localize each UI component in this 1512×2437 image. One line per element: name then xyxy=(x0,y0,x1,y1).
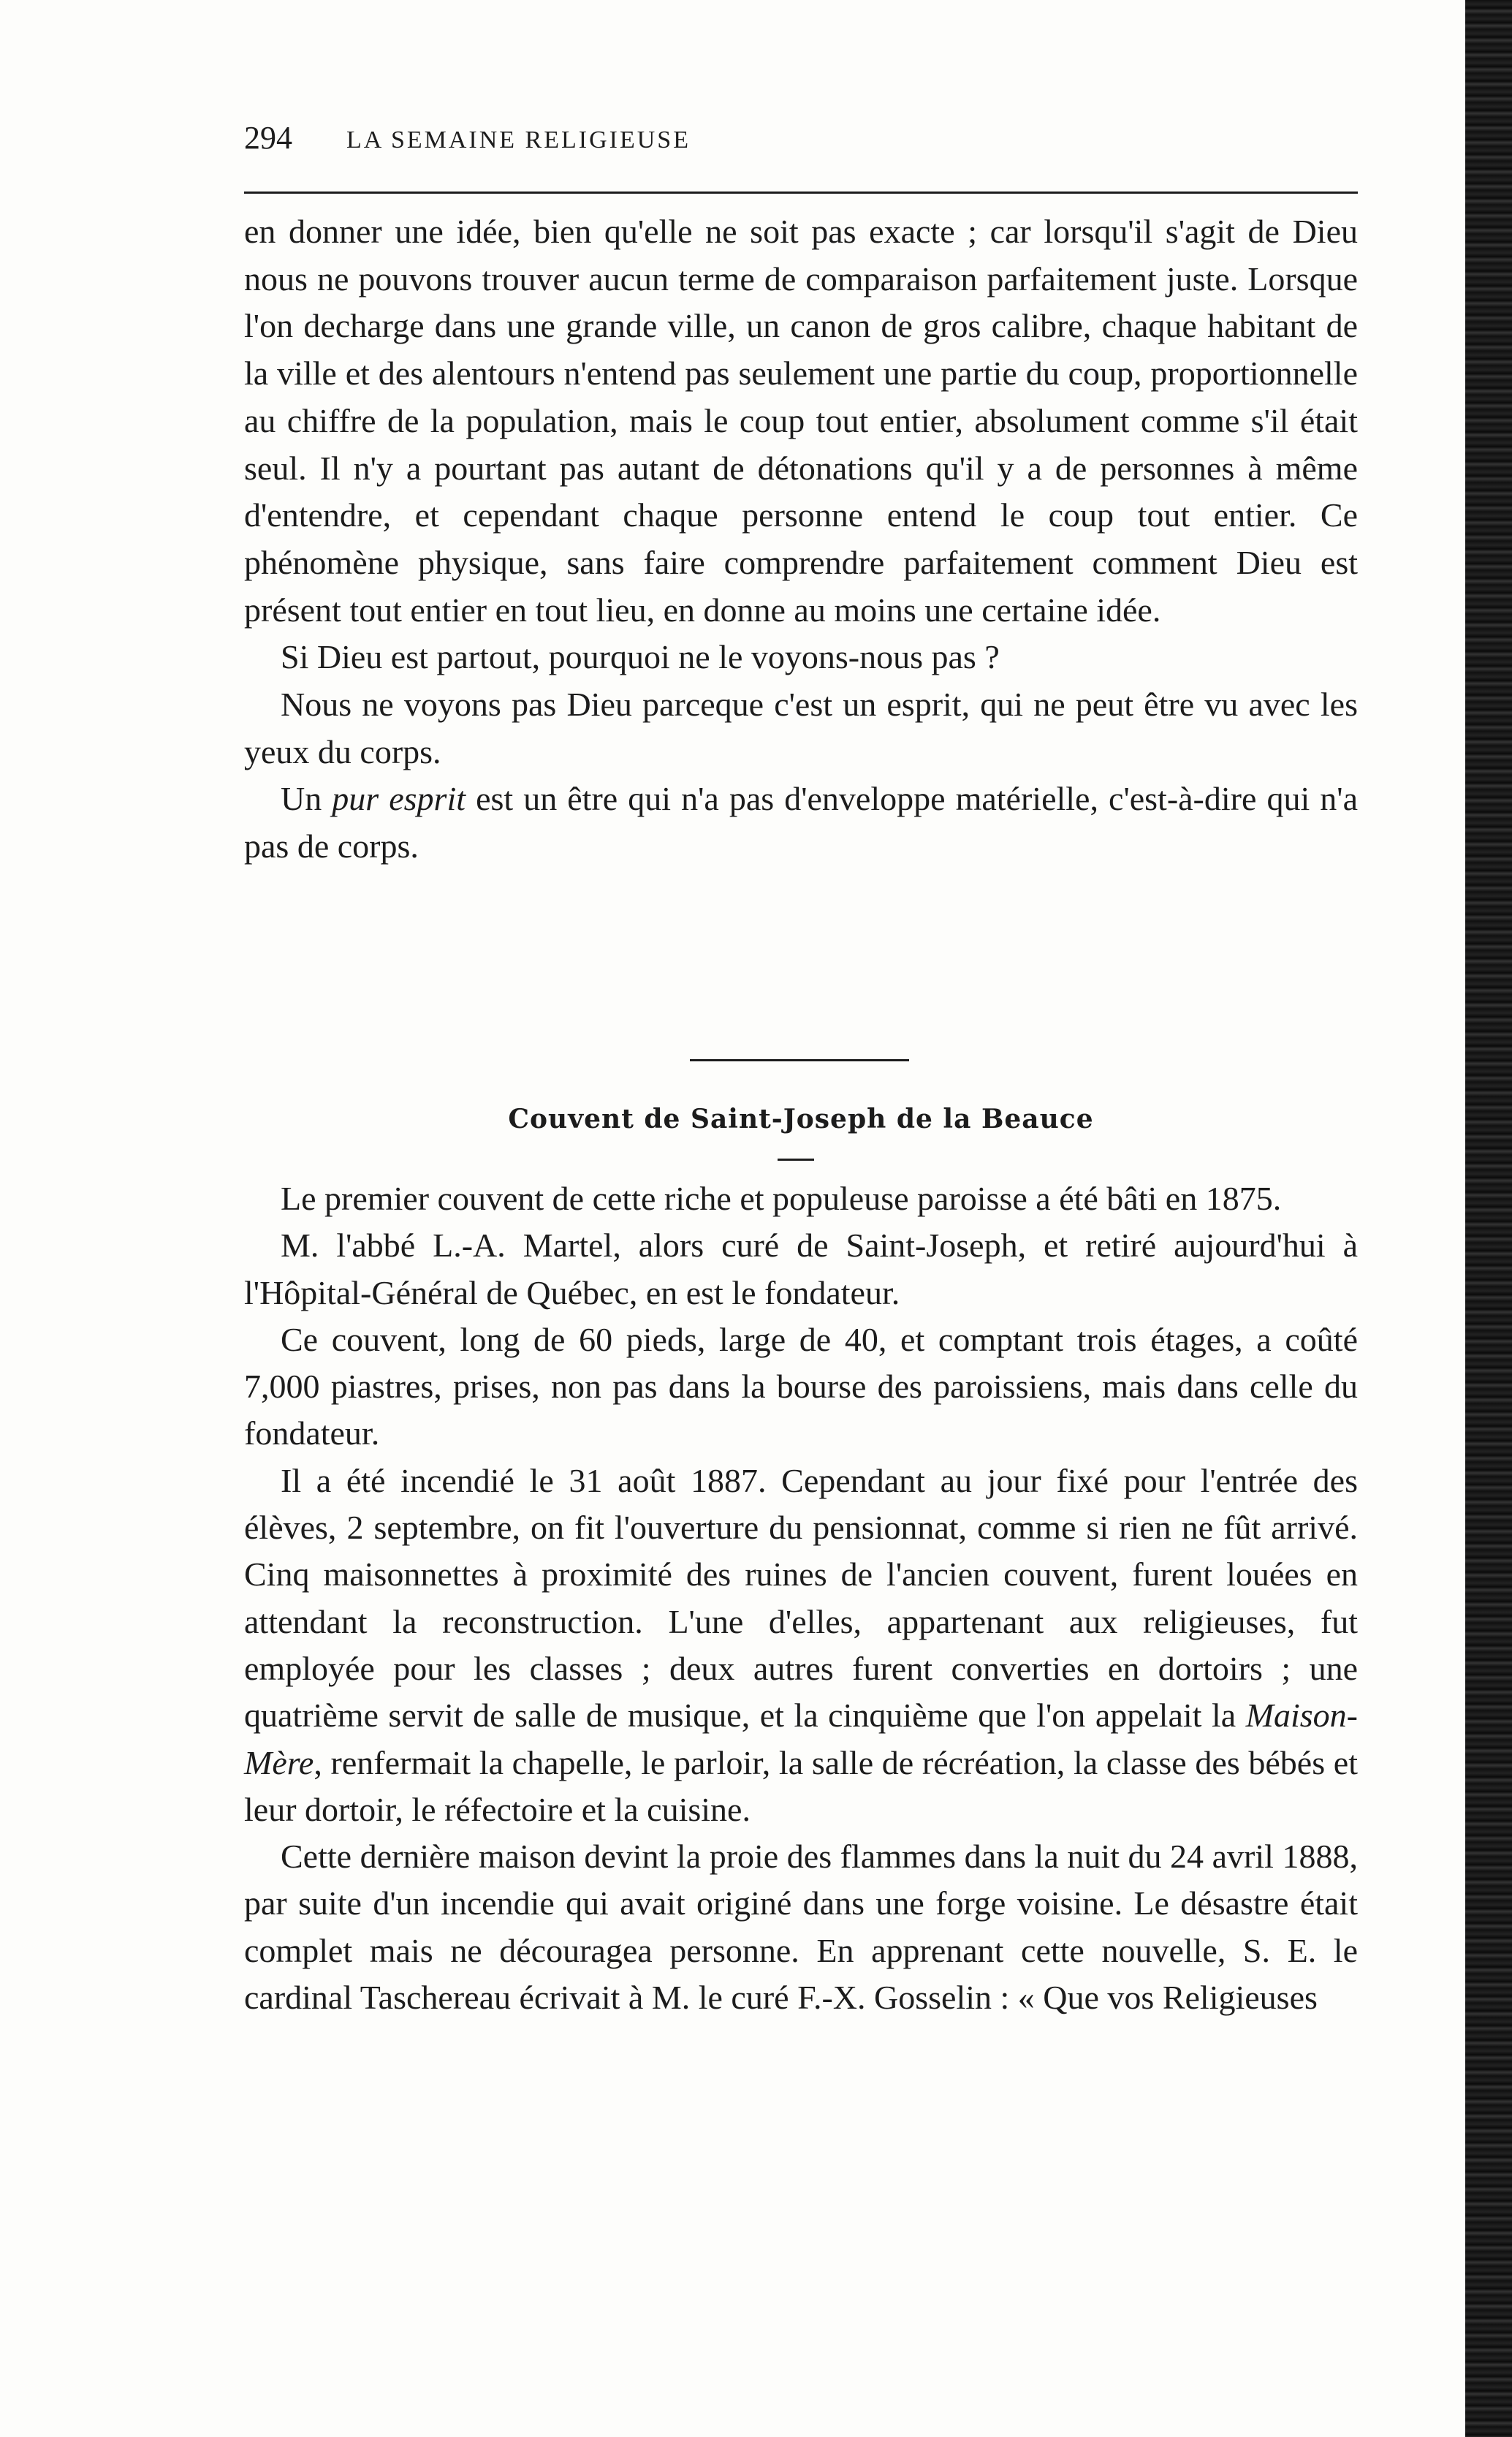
scan-dark-edge xyxy=(1465,0,1512,2437)
pur-esprit-after: est un être qui n'a pas d'enveloppe matérielle, c'est-à-dire qui n'a pas de corps. xyxy=(244,780,1358,865)
running-title: LA SEMAINE RELIGIEUSE xyxy=(346,126,691,154)
pur-esprit-italic: pur esprit xyxy=(332,780,466,818)
incendie-before: Il a été incendié le 31 août 1887. Cependant au jour fixé pour l'entrée des élèves, 2 septembre, on fit l'ouverture du pensionnat, comme si rien ne fût arrivé. Cinq maisonnettes à proximité des ruines de l'ancien couvent, furent louées en attendant la reconstruction. L'une d'elles, appartenant aux religieuses, fut employée pour les classes ; deux autres furent converties en dortoirs ; une quatrième servit de salle de musique, et la cinquième que l'on appelait la xyxy=(244,1461,1358,1735)
page-number: 294 xyxy=(244,120,292,156)
paragraph-derniere-maison: Cette dernière maison devint la proie des flammes dans la nuit du 24 avril 1888, par suite d'un incendie qui avait originé dans une forge voisine. Le désastre était complet mais ne découragea personne. En apprenant cette nouvelle, S. E. le cardinal Taschereau écrivait à M. le curé F.-X. Gosselin : « Que vos Religieuses xyxy=(244,1838,1358,2017)
maison-mere-italic: Maison-Mère xyxy=(244,1697,1358,1781)
body-text-top xyxy=(244,208,1358,871)
section-title: Couvent de Saint-Joseph de la Beauce xyxy=(508,1104,1094,1134)
page-header xyxy=(244,113,1358,164)
incendie-after: , renfermait la chapelle, le parloir, la salle de récréation, la classe des bébés et leur dortoir, le réfectoire et la cuisine. xyxy=(244,1743,1358,1828)
header-rule xyxy=(244,192,1358,194)
section-divider-rule xyxy=(690,1059,909,1061)
paragraph-dimensions: Ce couvent, long de 60 pieds, large de 40, et comptant trois étages, a coûté 7,000 piastres, prises, non pas dans la bourse des paroissiens, mais dans celle du fondateur. xyxy=(244,1320,1358,1452)
paragraph-fondateur: M. l'abbé L.-A. Martel, alors curé de Saint-Joseph, et retiré aujourd'hui à l'Hôpital-Général de Québec, en est le fondateur. xyxy=(244,1227,1358,1311)
paragraph-pur-esprit xyxy=(244,776,1358,870)
section-title-dash xyxy=(778,1159,814,1161)
paragraph-answer: Nous ne voyons pas Dieu parceque c'est un esprit, qui ne peut être vu avec les yeux du corps. xyxy=(244,686,1358,770)
body-text-section xyxy=(244,1175,1358,2021)
paragraph-question: Si Dieu est partout, pourquoi ne le voyons-nous pas ? xyxy=(281,638,1000,676)
paragraph-premier-couvent: Le premier couvent de cette riche et populeuse paroisse a été bâti en 1875. xyxy=(281,1180,1282,1217)
pur-esprit-before: Un xyxy=(281,780,333,818)
paragraph-comparison: en donner une idée, bien qu'elle ne soit pas exacte ; car lorsqu'il s'agit de Dieu nous ne pouvons trouver aucun terme de comparaison parfaitement juste. Lorsque l'on decharge dans une grande ville, un canon de gros calibre, chaque habitant de la ville et des alentours n'entend pas seulement une partie du coup, proportionnelle au chiffre de la population, mais le coup tout entier, absolument comme s'il était seul. Il n'y a pourtant pas autant de détonations qu'il y a de personnes à même d'entendre, et cependant chaque personne entend le coup tout entier. Ce phénomène physique, sans faire comprendre parfaitement comment Dieu est présent tout entier en tout lieu, en donne au moins une certaine idée. xyxy=(244,213,1358,629)
paragraph-incendie xyxy=(244,1458,1358,1833)
